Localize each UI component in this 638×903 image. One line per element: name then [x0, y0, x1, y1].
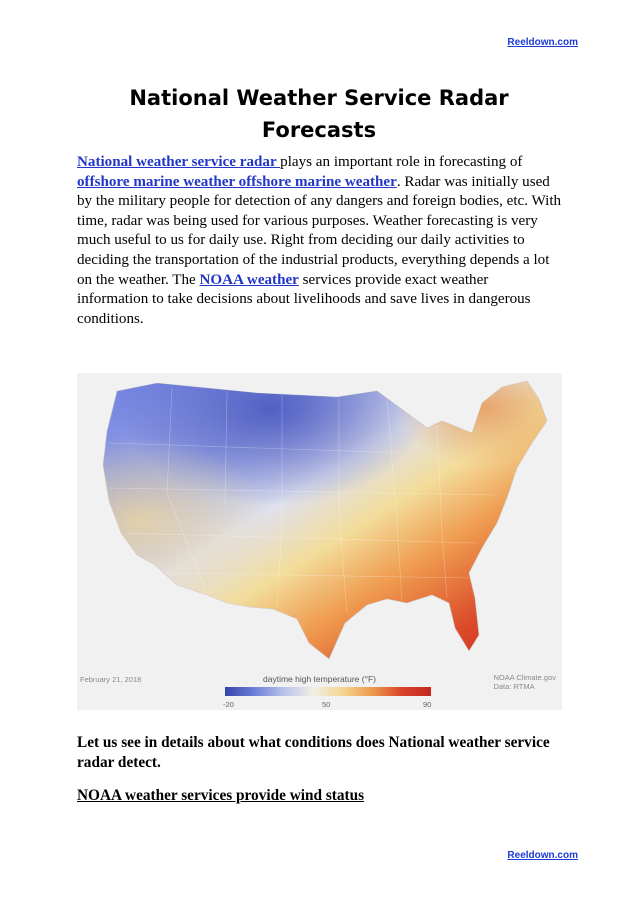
title-line-2: Forecasts: [261, 118, 377, 142]
footer-site-link[interactable]: Reeldown.com: [507, 850, 578, 861]
paragraph-text-1: plays an important role in forecasting of: [280, 154, 523, 170]
map-source: [493, 673, 556, 691]
map-source-line-1: NOAA Climate.gov: [493, 673, 556, 682]
section-question: Let us see in details about what conditions does National weather service radar detect.: [77, 734, 550, 771]
section-subheading: NOAA weather services provide wind status: [77, 787, 365, 804]
intro-paragraph: [77, 153, 563, 329]
paragraph-text-2: . Radar was initially used by the military people for detection of any dangers and foreign bodies, etc. With time, radar was being used for various purposes. Weather forecasting is very much useful to us for daily use. Right from deciding our daily activities to deciding the transportation of the industrial products, everything depends a lot on the weather. The: [77, 173, 562, 288]
us-temperature-map-image: [77, 373, 562, 673]
map-date: February 21, 2018: [80, 675, 142, 684]
legend-tick-min: -20: [223, 700, 234, 709]
title-line-1: National Weather Service Radar: [129, 86, 509, 110]
link-offshore-marine-weather[interactable]: offshore marine weather offshore marine weather: [77, 173, 397, 190]
header-site-link[interactable]: Reeldown.com: [507, 37, 578, 48]
legend-color-bar: [225, 687, 431, 696]
link-national-weather-service-radar[interactable]: National weather service radar: [77, 154, 281, 170]
temperature-map: [77, 373, 562, 710]
paragraph-text-3: services provide exact weather information to take decisions about livelihoods and save lives in dangerous conditions.: [77, 271, 531, 327]
page-title: [78, 82, 560, 146]
legend-title: daytime high temperature (°F): [263, 674, 376, 684]
legend-tick-max: 90: [423, 700, 432, 709]
link-noaa-weather[interactable]: NOAA weather: [199, 271, 299, 288]
legend-tick-mid: 50: [322, 700, 331, 709]
map-source-line-2: Data: RTMA: [493, 682, 535, 691]
